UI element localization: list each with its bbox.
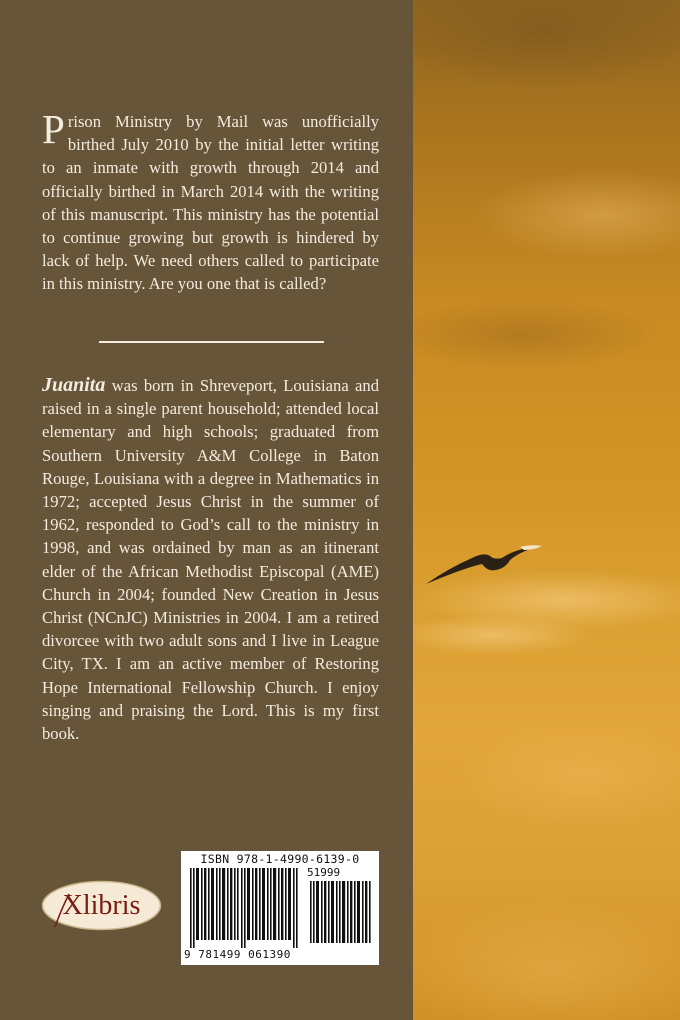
drop-cap-letter: P xyxy=(42,106,65,152)
ean-number: 9 781499 061390 xyxy=(184,948,291,961)
seagull-silhouette xyxy=(424,538,544,588)
ministry-blurb xyxy=(42,106,379,296)
cloud-streak xyxy=(413,615,593,655)
svg-text:Xlibris: Xlibris xyxy=(62,890,141,921)
blurb-text: rison Ministry by Mail was unofficially birthed July 2010 by the initial letter writing to an inmate with growth through 2014 and officially birthed in March 2014 with the writing of this manuscript. This ministry has the potential to continue growing but growth is hindered by lack of help. We need others called to participate in this ministry. Are you one that is called? xyxy=(42,112,379,294)
ean-bars xyxy=(190,868,300,948)
isbn-barcode xyxy=(181,851,379,965)
author-bio xyxy=(42,374,379,745)
xlibris-logo xyxy=(41,880,162,931)
isbn-label: ISBN 978-1-4990-6139-0 xyxy=(200,852,360,866)
cloud-streak xyxy=(473,170,680,260)
sunset-sky-photo xyxy=(413,0,680,1020)
price-code: 51999 xyxy=(307,866,341,879)
author-bio-text: was born in Shreveport, Louisiana and raised in a single parent household; attended local elementary and high schools; graduated from Southern University A&M College in Baton Rouge, Louisiana with a degree in Mathematics in 1972; accepted Jesus Christ in the summer of 1962, responded to God’s call to the ministry in 1998, and was ordained by man as an itinerant elder of the African Methodist Episcopal (AME) Church in 2004; founded New Creation in Jesus Christ (NCnJC) Ministries in 2004. I am a retired divorcee with two adult sons and I live in League City, TX. I am an active member of Restoring Hope International Fellowship Church. I enjoy singing and praising the Lord. This is my first book. xyxy=(42,376,379,744)
author-name: Juanita xyxy=(42,374,106,396)
price-bars xyxy=(310,881,372,943)
cloud-streak xyxy=(413,900,680,1020)
section-divider xyxy=(99,341,324,343)
cloud-streak xyxy=(413,300,663,370)
cloud-streak xyxy=(413,0,680,90)
cloud-streak xyxy=(453,720,680,830)
